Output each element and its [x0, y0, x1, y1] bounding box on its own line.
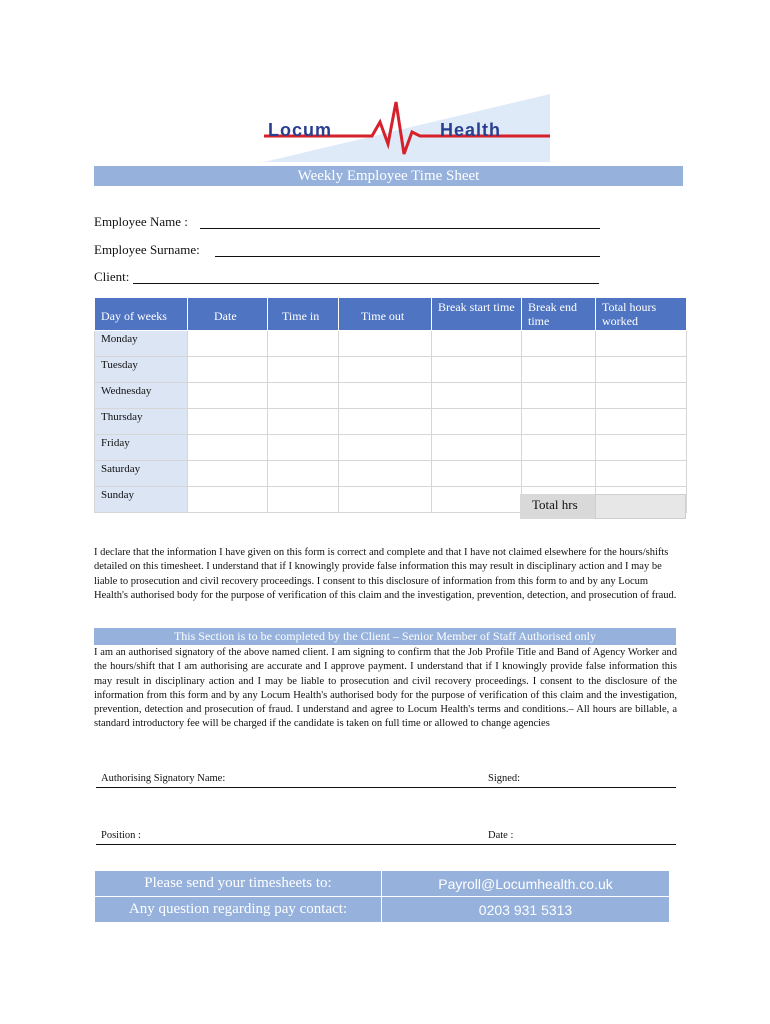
employee-name-label: Employee Name :: [94, 214, 188, 229]
cell-break-start[interactable]: [432, 461, 522, 487]
page-title: Weekly Employee Time Sheet: [94, 166, 683, 186]
day-thursday: Thursday: [95, 409, 188, 435]
cell-break-start[interactable]: [432, 435, 522, 461]
header-break-start: Break start time: [432, 298, 522, 331]
logo-text-health: Health: [440, 120, 502, 140]
cell-time-in[interactable]: [268, 461, 339, 487]
day-wednesday: Wednesday: [95, 383, 188, 409]
cell-date[interactable]: [188, 435, 268, 461]
cell-time-out[interactable]: [339, 487, 432, 513]
header-time-in: Time in: [268, 298, 339, 331]
signed-label: Signed:: [488, 773, 521, 784]
cell-break-end[interactable]: [522, 435, 596, 461]
cell-break-end[interactable]: [522, 461, 596, 487]
cell-break-end[interactable]: [522, 331, 596, 357]
cell-total[interactable]: [596, 357, 687, 383]
cell-time-out[interactable]: [339, 461, 432, 487]
day-saturday: Saturday: [95, 461, 188, 487]
cell-break-start[interactable]: [432, 331, 522, 357]
employee-name-field[interactable]: [200, 214, 600, 229]
cell-time-in[interactable]: [268, 331, 339, 357]
cell-break-start[interactable]: [432, 383, 522, 409]
table-row: [95, 357, 687, 383]
cell-time-out[interactable]: [339, 357, 432, 383]
cell-total[interactable]: [596, 435, 687, 461]
position-date-line[interactable]: [96, 843, 676, 845]
cell-total[interactable]: [596, 461, 687, 487]
cell-break-end[interactable]: [522, 357, 596, 383]
cell-date[interactable]: [188, 487, 268, 513]
header-break-end: Break end time: [522, 298, 596, 331]
client-section-heading: This Section is to be completed by the Client – Senior Member of Staff Authorised only: [94, 628, 676, 645]
table-row: [95, 435, 687, 461]
cell-break-start[interactable]: [432, 487, 522, 513]
cell-time-out[interactable]: [339, 331, 432, 357]
client-label: Client:: [94, 269, 130, 284]
total-hours-field[interactable]: [595, 494, 686, 519]
cell-time-out[interactable]: [339, 409, 432, 435]
day-monday: Monday: [95, 331, 188, 357]
day-friday: Friday: [95, 435, 188, 461]
cell-date[interactable]: [188, 331, 268, 357]
contact-row: [95, 871, 670, 897]
timesheet-table: [94, 297, 687, 513]
payroll-email-link[interactable]: Payroll@Locumhealth.co.uk: [382, 871, 670, 897]
cell-date[interactable]: [188, 409, 268, 435]
signature-line[interactable]: [96, 786, 676, 788]
cell-time-in[interactable]: [268, 487, 339, 513]
client-section-text: I am an authorised signatory of the above named client. I am signing to confirm that the Job Profile Title and Band of Agency Worker and the hours/shift that I am authorising are accurate and I approve payment. I understand that if I knowingly provide false information this may result in disciplinary action and I may be liable to prosecution and civil recovery proceedings. I consent to the disclosure of the information from this form and by any Locum Health's authorised body for the purpose of verification of this claim and the investigation, prevention, detection and prosecution of fraud. I understand and agree to Locum Health's terms and conditions.– All hours are billable, a standard introductory fee will be charged if the candidate is taken on full time or allowed to change agencies: [94, 647, 677, 730]
table-row: [95, 383, 687, 409]
cell-time-in[interactable]: [268, 383, 339, 409]
cell-break-end[interactable]: [522, 409, 596, 435]
total-hours-box: [520, 494, 686, 519]
employee-surname-label: Employee Surname:: [94, 242, 200, 257]
authorising-name-label: Authorising Signatory Name:: [101, 773, 226, 784]
cell-time-out[interactable]: [339, 383, 432, 409]
client-field[interactable]: [133, 269, 599, 284]
date-label: Date :: [488, 830, 514, 841]
header-time-out: Time out: [339, 298, 432, 331]
position-label: Position :: [101, 830, 141, 841]
pay-question-label: Any question regarding pay contact:: [95, 897, 382, 923]
logo-text-locum: Locum: [268, 120, 333, 140]
cell-time-in[interactable]: [268, 435, 339, 461]
header-day: Day of weeks: [95, 298, 188, 331]
header-total-hours: Total hours worked: [596, 298, 687, 331]
table-row: [95, 461, 687, 487]
send-timesheets-label: Please send your timesheets to:: [95, 871, 382, 897]
cell-time-out[interactable]: [339, 435, 432, 461]
cell-total[interactable]: [596, 409, 687, 435]
cell-time-in[interactable]: [268, 357, 339, 383]
header-date: Date: [188, 298, 268, 331]
table-row: [95, 331, 687, 357]
day-sunday: Sunday: [95, 487, 188, 513]
cell-date[interactable]: [188, 383, 268, 409]
cell-break-start[interactable]: [432, 409, 522, 435]
cell-break-end[interactable]: [522, 383, 596, 409]
cell-date[interactable]: [188, 461, 268, 487]
cell-total[interactable]: [596, 331, 687, 357]
cell-total[interactable]: [596, 383, 687, 409]
declaration-text: I declare that the information I have given on this form is correct and complete and that I have not claimed elsewhere for the hours/shifts detailed on this timesheet. I understand that if I knowingly provide false information this may result in disciplinary action and I may be liable to prosecution and civil recovery proceedings. I consent to this disclosure of information from this form to and by any Locum Health's authorised body for the purpose of verification of this claim and the investigation, prevention, detection, and prosecution of fraud.: [94, 547, 677, 601]
contact-row: [95, 897, 670, 923]
cell-break-start[interactable]: [432, 357, 522, 383]
cell-date[interactable]: [188, 357, 268, 383]
locum-health-logo: [262, 92, 552, 164]
employee-surname-field[interactable]: [215, 242, 600, 257]
contact-table: [94, 870, 670, 923]
table-row: [95, 409, 687, 435]
timesheet-header-row: [95, 298, 687, 331]
total-hours-label: Total hrs: [520, 494, 595, 519]
cell-time-in[interactable]: [268, 409, 339, 435]
day-tuesday: Tuesday: [95, 357, 188, 383]
pay-contact-phone[interactable]: 0203 931 5313: [382, 897, 670, 923]
